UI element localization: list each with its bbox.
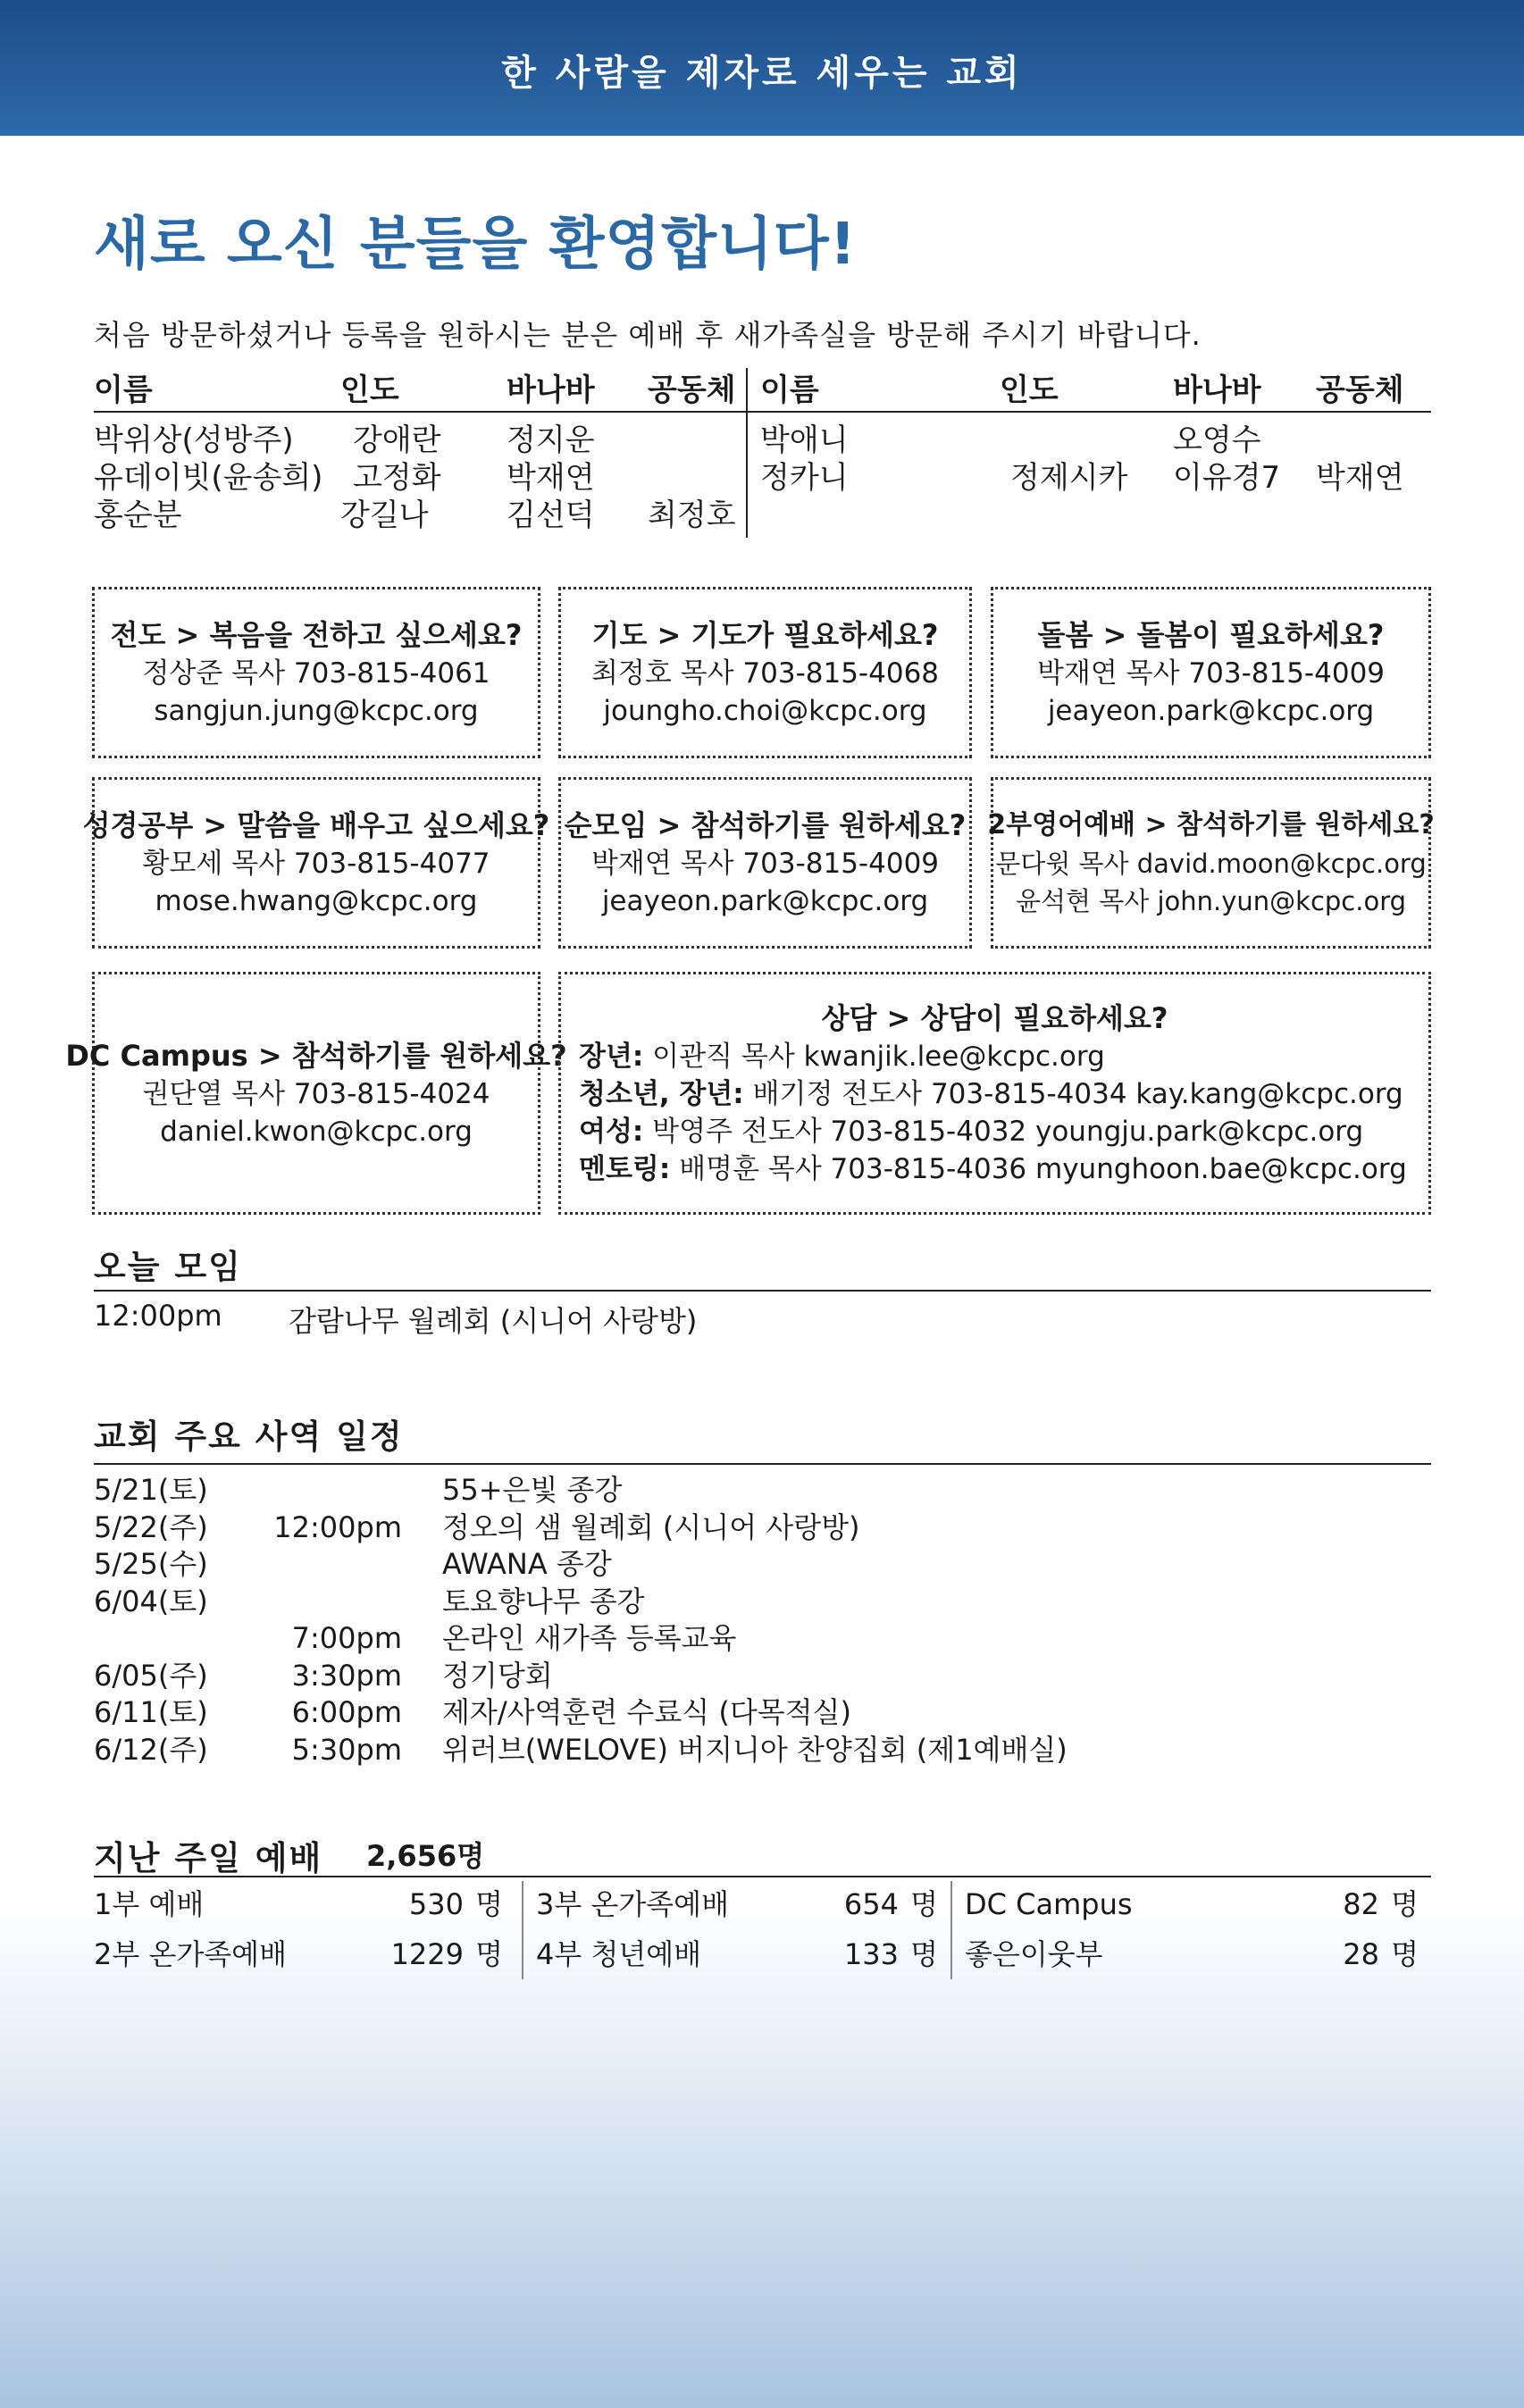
newcomer-guide: 강길나	[340, 497, 429, 533]
service-name: 1부 예배	[94, 1887, 205, 1921]
schedule-title: 교회 주요 사역 일정	[94, 1417, 404, 1456]
contact-title: 상담 > 상담이 필요하세요?	[821, 1001, 1168, 1035]
service-name: DC Campus	[965, 1887, 1133, 1921]
schedule-time: 3:30pm	[291, 1658, 402, 1693]
schedule-date: 6/11(토)	[94, 1695, 208, 1729]
newcomer-guide	[1000, 422, 1173, 459]
counseling-detail: 이관직 목사 kwanjik.lee@kcpc.org	[643, 1041, 1105, 1073]
counseling-label: 멘토링:	[579, 1153, 671, 1185]
schedule-date: 5/21(토)	[94, 1473, 208, 1507]
today-meeting-title: 오늘 모임	[94, 1248, 242, 1286]
newcomer-barnabas: 정지운	[507, 422, 595, 458]
service-name: 4부 청년예배	[536, 1937, 702, 1971]
counseling-label: 장년:	[579, 1041, 644, 1073]
attendance-column-divider	[950, 1881, 952, 1979]
header-banner	[0, 0, 1524, 136]
counseling-row	[579, 1113, 1407, 1150]
service-count: 28	[1343, 1937, 1379, 1971]
newcomer-guide: 강애란	[353, 422, 441, 458]
schedule-time: 6:00pm	[291, 1695, 402, 1729]
count-unit: 명	[475, 1887, 503, 1921]
newcomer-barnabas: 오영수	[1173, 422, 1261, 458]
newcomers-header-divider	[94, 411, 1431, 413]
contact-title: DC Campus > 참석하기를 원하세요?	[65, 1039, 567, 1073]
attendance-row	[94, 1879, 503, 1929]
newcomer-name: 정카니	[760, 460, 849, 496]
schedule-row	[94, 1658, 1068, 1695]
schedule-row	[94, 1546, 1068, 1584]
schedule-list	[94, 1472, 1068, 1768]
contact-box-evangelism	[92, 587, 540, 758]
contact-title: 2부영어예배 > 참석하기를 원하세요?	[987, 809, 1435, 840]
schedule-date: 6/05(주)	[94, 1658, 208, 1693]
header-guide: 인도	[1000, 372, 1059, 408]
newcomer-barnabas: 박재연	[507, 460, 595, 496]
counseling-label: 청소년, 장년:	[579, 1078, 744, 1110]
service-count: 82	[1343, 1887, 1379, 1921]
contact-phone: 박재연 목사 703-815-4009	[590, 848, 940, 880]
newcomer-name: 유데이빗(윤송희)	[94, 460, 323, 496]
counseling-row	[579, 1075, 1407, 1113]
header-barnabas: 바나바	[507, 372, 595, 408]
contact-phone: 황모세 목사 703-815-4077	[142, 848, 490, 880]
schedule-event: 토요향나무 종강	[442, 1584, 645, 1618]
contact-title: 기도 > 기도가 필요하세요?	[591, 618, 939, 652]
newcomer-barnabas: 이유경7	[1173, 460, 1281, 496]
attendance-row	[536, 1929, 938, 1979]
header-community: 공동체	[648, 372, 736, 408]
attendance-column-1	[94, 1879, 503, 1979]
newcomer-row	[748, 459, 1431, 497]
newcomer-community: 박재연	[1316, 460, 1404, 496]
attendance-row	[94, 1929, 503, 1979]
contact-title: 돌봄 > 돌봄이 필요하세요?	[1037, 618, 1385, 652]
church-motto: 한 사람을 제자로 세우는 교회	[501, 53, 1023, 94]
contact-email[interactable]: sangjun.jung@kcpc.org	[154, 695, 479, 727]
attendance-title: 지난 주일 예배	[94, 1839, 323, 1877]
newcomers-left-table	[94, 368, 748, 538]
counseling-detail: 배명훈 목사 703-815-4036 myunghoon.bae@kcpc.org	[670, 1153, 1407, 1185]
count-unit: 명	[475, 1937, 503, 1971]
schedule-date: 6/12(주)	[94, 1732, 208, 1767]
contact-box-dc-campus	[65, 972, 567, 1215]
newcomer-row	[94, 422, 746, 459]
schedule-event: 55+은빛 종강	[442, 1473, 623, 1507]
contact-phone: 박재연 목사 703-815-4009	[1036, 657, 1386, 690]
counseling-detail: 배기정 전도사 703-815-4034 kay.kang@kcpc.org	[743, 1078, 1403, 1110]
attendance-column-divider	[522, 1881, 523, 1979]
attendance-divider	[94, 1876, 1431, 1877]
newcomer-name: 박애니	[760, 422, 849, 458]
contact-phone: 정상준 목사 703-815-4061	[142, 657, 490, 690]
schedule-date	[94, 1620, 237, 1658]
schedule-event: 제자/사역훈련 수료식 (다목적실)	[442, 1695, 851, 1729]
schedule-date: 5/25(수)	[94, 1547, 208, 1581]
counseling-list	[561, 1038, 1407, 1188]
schedule-row	[94, 1472, 1068, 1509]
service-count: 654	[843, 1887, 899, 1921]
contact-email[interactable]: jeayeon.park@kcpc.org	[1047, 695, 1375, 727]
header-guide: 인도	[340, 372, 399, 408]
schedule-row	[94, 1694, 1068, 1732]
schedule-row	[94, 1509, 1068, 1547]
welcome-intro: 처음 방문하셨거나 등록을 원하시는 분은 예배 후 새가족실을 방문해 주시기 바랍니다.	[94, 318, 1202, 352]
schedule-event: AWANA 종강	[442, 1547, 612, 1581]
attendance-row	[965, 1929, 1419, 1979]
schedule-row	[94, 1620, 1068, 1658]
service-name: 3부 온가족예배	[536, 1887, 730, 1921]
contact-email[interactable]: mose.hwang@kcpc.org	[155, 885, 478, 917]
header-community: 공동체	[1316, 372, 1404, 408]
counseling-row	[579, 1038, 1407, 1075]
schedule-time	[237, 1584, 402, 1621]
service-count: 530	[408, 1887, 464, 1921]
contact-box-care	[991, 587, 1431, 758]
meeting-time: 12:00pm	[94, 1299, 222, 1333]
welcome-title: 새로 오신 분들을 환영합니다!	[94, 212, 857, 278]
today-meeting-row	[94, 1299, 697, 1340]
newcomers-header-row	[748, 368, 1431, 413]
schedule-row	[94, 1732, 1068, 1769]
contact-title: 전도 > 복음을 전하고 싶으세요?	[110, 618, 523, 652]
contact-line[interactable]: 윤석현 목사 john.yun@kcpc.org	[1015, 886, 1407, 916]
contact-title: 성경공부 > 말씀을 배우고 싶으세요?	[82, 808, 550, 842]
schedule-time: 12:00pm	[273, 1509, 402, 1544]
newcomer-row	[94, 459, 746, 497]
schedule-event: 온라인 새가족 등록교육	[442, 1621, 737, 1655]
attendance-column-2	[536, 1879, 938, 1979]
schedule-time: 7:00pm	[291, 1621, 402, 1655]
schedule-event: 정기당회	[442, 1658, 553, 1693]
counseling-row	[579, 1150, 1407, 1188]
count-unit: 명	[1391, 1937, 1419, 1971]
attendance-row	[536, 1879, 938, 1929]
attendance-column-3	[965, 1879, 1419, 1979]
schedule-time	[237, 1472, 402, 1509]
today-meeting-divider	[94, 1290, 1431, 1292]
contact-phone: 최정호 목사 703-815-4068	[590, 657, 940, 690]
schedule-event: 정오의 샘 월례회 (시니어 사랑방)	[442, 1509, 860, 1544]
service-name: 좋은이웃부	[965, 1937, 1103, 1971]
schedule-date: 5/22(주)	[94, 1509, 208, 1544]
counseling-detail: 박영주 전도사 703-815-4032 youngju.park@kcpc.org	[643, 1116, 1364, 1148]
contact-title: 순모임 > 참석하기를 원하세요?	[564, 808, 967, 842]
newcomer-guide: 정제시카	[1010, 460, 1128, 496]
service-count: 1229	[390, 1937, 464, 1971]
newcomers-header-row	[94, 368, 746, 413]
newcomer-guide: 고정화	[353, 460, 441, 496]
schedule-time	[237, 1546, 402, 1584]
contact-line[interactable]: 문다윗 목사 david.moon@kcpc.org	[995, 849, 1427, 879]
count-unit: 명	[910, 1887, 938, 1921]
newcomer-name: 홍순분	[94, 497, 182, 533]
header-barnabas: 바나바	[1173, 372, 1261, 408]
newcomer-row	[94, 497, 746, 534]
contact-phone: 권단열 목사 703-815-4024	[142, 1078, 490, 1110]
schedule-divider	[94, 1463, 1431, 1465]
contact-email[interactable]: jeayeon.park@kcpc.org	[601, 885, 929, 917]
newcomers-right-table	[748, 368, 1431, 497]
newcomer-community: 최정호	[648, 497, 736, 533]
service-count: 133	[843, 1937, 899, 1971]
contact-box-english-service	[987, 777, 1435, 949]
header-name: 이름	[94, 372, 153, 408]
contact-box-bible-study	[82, 777, 550, 949]
newcomer-row	[748, 422, 1431, 459]
schedule-time: 5:30pm	[291, 1732, 402, 1767]
schedule-row	[94, 1584, 1068, 1621]
meeting-event: 감람나무 월례회 (시니어 사랑방)	[289, 1304, 698, 1338]
contact-box-counseling	[558, 972, 1431, 1215]
header-name: 이름	[760, 372, 819, 408]
count-unit: 명	[1391, 1887, 1419, 1921]
schedule-date: 6/04(토)	[94, 1584, 208, 1618]
newcomer-barnabas: 김선덕	[507, 497, 595, 533]
contact-box-prayer	[558, 587, 972, 758]
attendance-total: 2,656명	[366, 1839, 485, 1873]
attendance-row	[965, 1879, 1419, 1929]
service-name: 2부 온가족예배	[94, 1937, 288, 1971]
counseling-label: 여성:	[579, 1116, 644, 1148]
count-unit: 명	[910, 1937, 938, 1971]
newcomer-name: 박위상(성방주)	[94, 422, 294, 458]
contact-box-small-group	[558, 777, 972, 949]
schedule-event: 위러브(WELOVE) 버지니아 찬양집회 (제1예배실)	[442, 1732, 1068, 1767]
contact-email[interactable]: daniel.kwon@kcpc.org	[160, 1116, 473, 1148]
contact-email[interactable]: joungho.choi@kcpc.org	[603, 695, 927, 727]
